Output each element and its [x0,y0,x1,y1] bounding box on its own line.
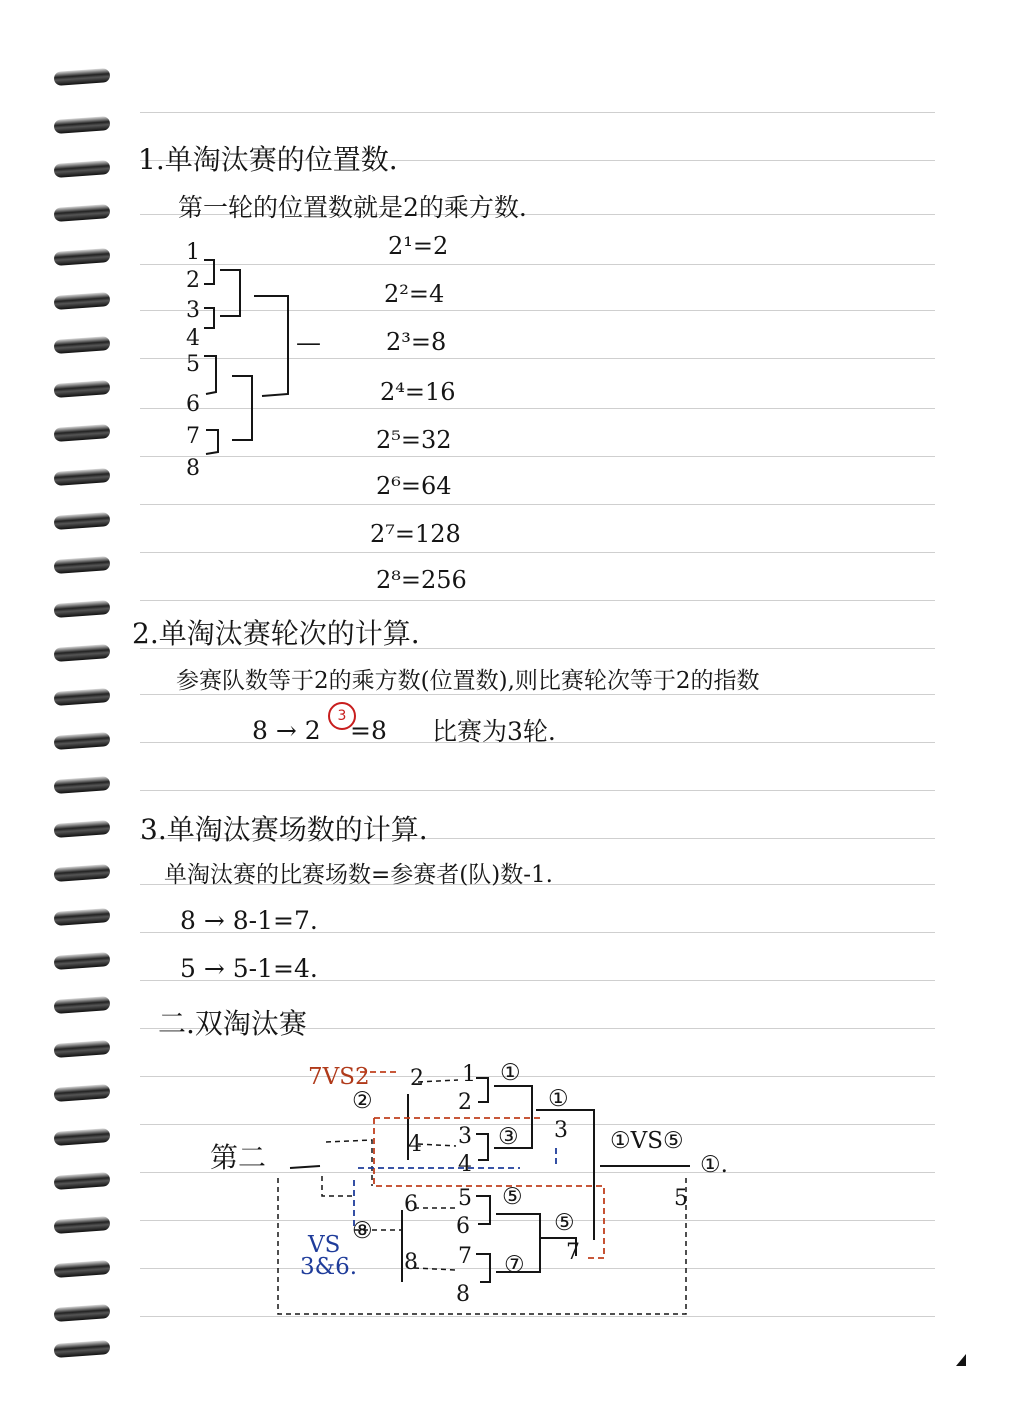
misc-number: 3 [554,1118,568,1143]
blue-note: VS [308,1232,341,1258]
power-of-two: 2²=4 [384,280,445,308]
bracket-number: 4 [408,1132,422,1157]
power-of-two: 2⁵=32 [376,426,452,454]
section1-line1: 第一轮的位置数就是2的乘方数. [178,193,527,222]
circled-number: ⑦ [504,1252,525,1278]
bracket-number: 8 [404,1250,418,1275]
bracket-number: 1 [186,240,200,265]
section1-title: 1.单淘汰赛的位置数. [138,143,398,176]
section3-title: 3.单淘汰赛场数的计算. [140,813,428,846]
bracket-number: 8 [456,1282,470,1307]
misc-number: 5 [674,1186,688,1211]
final-result: ①. [700,1152,728,1178]
bracket-number: 2 [410,1066,424,1091]
bracket-number: 3 [186,298,200,323]
section2-formula: 8 → 2 [252,716,321,745]
section3-example: 8 → 8-1=7. [180,906,318,935]
section3-example: 5 → 5-1=4. [180,954,318,983]
circled-number: ① [548,1086,569,1112]
section2-line1: 参赛队数等于2的乘方数(位置数),则比赛轮次等于2的指数 [176,668,760,694]
bracket-number: 6 [456,1214,470,1239]
circled-number: ⑤ [554,1210,575,1236]
bracket-number: 5 [186,352,200,377]
bracket-number: 4 [186,326,200,351]
bracket-number: 3 [458,1124,472,1149]
power-of-two: 2¹=2 [388,232,449,260]
circled-number: ③ [498,1124,519,1150]
circled-number: ① [500,1060,521,1086]
section2-formula-result: =8 [350,716,387,745]
blue-note: 3&6. [300,1254,358,1280]
exponent-circle: 3 [328,702,356,730]
bracket-number: 6 [404,1192,418,1217]
power-of-two: 2⁷=128 [370,520,461,548]
bracket-number: 4 [458,1152,472,1177]
bracket-number: 5 [458,1186,472,1211]
bracket-number: 7 [186,424,200,449]
red-note: 7VS2 [308,1064,370,1090]
second-label: 第二 [210,1141,267,1174]
bracket-number: 2 [458,1090,472,1115]
power-of-two: 2³=8 [386,328,447,356]
bracket-number: 8 [186,456,200,481]
bracket-number: 7 [458,1244,472,1269]
bracket-number: 1 [462,1062,476,1087]
bracket-dash: — [296,328,321,357]
misc-number: 7 [566,1240,580,1265]
section2-rounds: 比赛为3轮. [432,717,556,746]
section4-title: 二.双淘汰赛 [158,1007,307,1040]
section2-title: 2.单淘汰赛轮次的计算. [132,617,420,650]
power-of-two: 2⁸=256 [376,566,467,594]
final-match-label: ①VS⑤ [610,1128,684,1154]
bracket-number: 2 [186,268,200,293]
circled-number: ⑧ [352,1218,373,1244]
power-of-two: 2⁴=16 [380,378,456,406]
power-of-two: 2⁶=64 [376,472,452,500]
circled-number: ② [352,1088,373,1114]
bracket-number: 6 [186,392,200,417]
section3-line1: 单淘汰赛的比赛场数=参赛者(队)数-1. [164,862,553,888]
circled-number: ⑤ [502,1184,523,1210]
corner-mark [956,1354,966,1366]
